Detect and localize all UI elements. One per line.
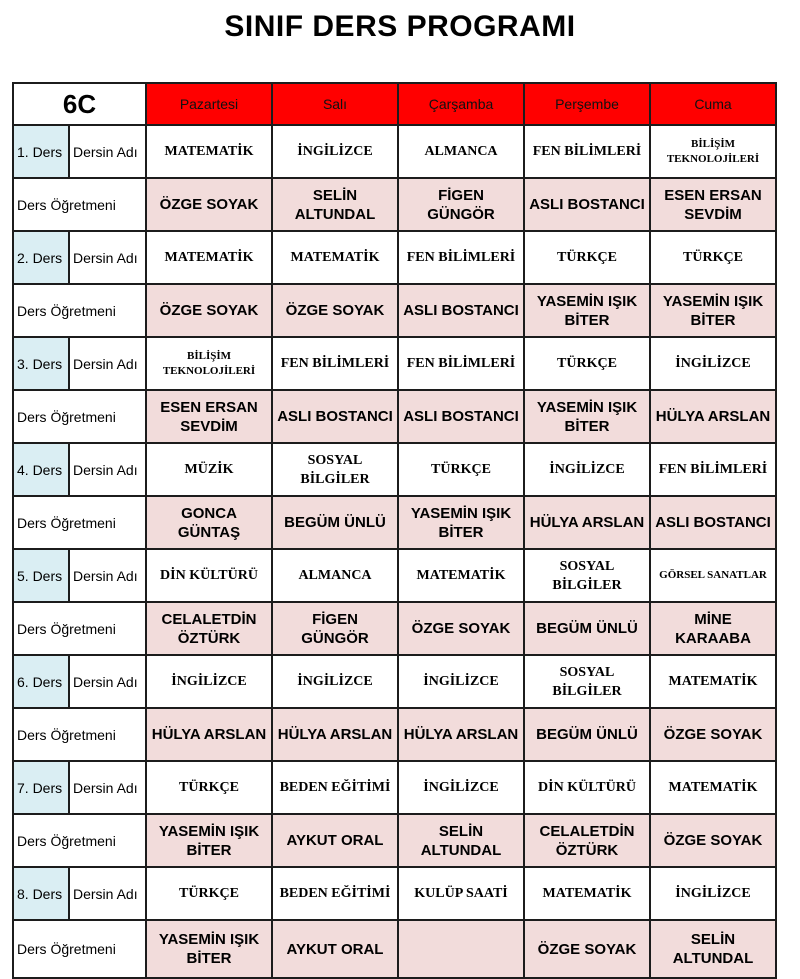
lesson-cell: İNGİLİZCE (398, 655, 524, 708)
lesson-cell: MATEMATİK (272, 231, 398, 284)
teacher-cell: SELİN ALTUNDAL (650, 920, 776, 978)
teacher-cell: BEGÜM ÜNLÜ (272, 496, 398, 549)
lesson-cell: MATEMATİK (650, 655, 776, 708)
teacher-cell: HÜLYA ARSLAN (146, 708, 272, 761)
teacher-row (13, 284, 776, 337)
teacher-label: Ders Öğretmeni (13, 920, 146, 978)
period-number: 2. Ders (13, 231, 69, 284)
lesson-name-label: Dersin Adı (69, 231, 146, 284)
lesson-cell: İNGİLİZCE (398, 761, 524, 814)
lesson-cell: İNGİLİZCE (524, 443, 650, 496)
header-row (13, 83, 776, 125)
day-header: Çarşamba (398, 83, 524, 125)
teacher-cell: BEGÜM ÜNLÜ (524, 602, 650, 655)
teacher-label: Ders Öğretmeni (13, 496, 146, 549)
teacher-row (13, 708, 776, 761)
lesson-cell: BİLİŞİM TEKNOLOJİLERİ (650, 125, 776, 178)
lesson-cell: MÜZİK (146, 443, 272, 496)
lesson-cell: TÜRKÇE (524, 337, 650, 390)
teacher-cell: BEGÜM ÜNLÜ (524, 708, 650, 761)
teacher-cell: ASLI BOSTANCI (398, 390, 524, 443)
teacher-row (13, 602, 776, 655)
teacher-cell: ASLI BOSTANCI (398, 284, 524, 337)
lesson-cell: İNGİLİZCE (650, 337, 776, 390)
lesson-name-label: Dersin Adı (69, 549, 146, 602)
page-title: SINIF DERS PROGRAMI (224, 10, 576, 43)
teacher-label: Ders Öğretmeni (13, 602, 146, 655)
teacher-cell: ASLI BOSTANCI (524, 178, 650, 231)
lesson-name-label: Dersin Adı (69, 125, 146, 178)
teacher-cell: YASEMİN IŞIK BİTER (146, 814, 272, 867)
period-number: 1. Ders (13, 125, 69, 178)
teacher-cell (398, 920, 524, 978)
teacher-label: Ders Öğretmeni (13, 708, 146, 761)
class-name: 6C (13, 83, 146, 125)
teacher-cell: SELİN ALTUNDAL (272, 178, 398, 231)
teacher-cell: AYKUT ORAL (272, 814, 398, 867)
teacher-cell: ASLI BOSTANCI (272, 390, 398, 443)
teacher-cell: YASEMİN IŞIK BİTER (524, 284, 650, 337)
lesson-cell: SOSYAL BİLGİLER (524, 655, 650, 708)
teacher-cell: SELİN ALTUNDAL (398, 814, 524, 867)
teacher-cell: ÖZGE SOYAK (146, 178, 272, 231)
lesson-cell: FEN BİLİMLERİ (398, 337, 524, 390)
lesson-row (13, 125, 776, 178)
lesson-cell: TÜRKÇE (146, 761, 272, 814)
schedule-table (12, 82, 777, 979)
teacher-cell: ÖZGE SOYAK (650, 708, 776, 761)
period-number: 4. Ders (13, 443, 69, 496)
day-header: Perşembe (524, 83, 650, 125)
lesson-cell: BEDEN EĞİTİMİ (272, 761, 398, 814)
lesson-cell: FEN BİLİMLERİ (272, 337, 398, 390)
lesson-row (13, 655, 776, 708)
lesson-cell: ALMANCA (272, 549, 398, 602)
teacher-cell: ÖZGE SOYAK (524, 920, 650, 978)
teacher-cell: ÖZGE SOYAK (272, 284, 398, 337)
lesson-cell: DİN KÜLTÜRÜ (524, 761, 650, 814)
lesson-name-label: Dersin Adı (69, 443, 146, 496)
lesson-cell: MATEMATİK (524, 867, 650, 920)
lesson-cell: DİN KÜLTÜRÜ (146, 549, 272, 602)
teacher-cell: YASEMİN IŞIK BİTER (524, 390, 650, 443)
teacher-cell: YASEMİN IŞIK BİTER (398, 496, 524, 549)
lesson-cell: İNGİLİZCE (272, 655, 398, 708)
lesson-row (13, 761, 776, 814)
period-number: 8. Ders (13, 867, 69, 920)
teacher-row (13, 814, 776, 867)
lesson-cell: KULÜP SAATİ (398, 867, 524, 920)
period-number: 5. Ders (13, 549, 69, 602)
teacher-cell: CELALETDİN ÖZTÜRK (524, 814, 650, 867)
teacher-cell: HÜLYA ARSLAN (650, 390, 776, 443)
lesson-name-label: Dersin Adı (69, 867, 146, 920)
lesson-cell: BİLİŞİM TEKNOLOJİLERİ (146, 337, 272, 390)
lesson-row (13, 549, 776, 602)
teacher-cell: FİGEN GÜNGÖR (398, 178, 524, 231)
lesson-cell: İNGİLİZCE (272, 125, 398, 178)
teacher-label: Ders Öğretmeni (13, 178, 146, 231)
lesson-cell: SOSYAL BİLGİLER (272, 443, 398, 496)
lesson-row (13, 443, 776, 496)
teacher-cell: ÖZGE SOYAK (146, 284, 272, 337)
teacher-cell: HÜLYA ARSLAN (524, 496, 650, 549)
teacher-cell: ÖZGE SOYAK (398, 602, 524, 655)
teacher-row (13, 390, 776, 443)
day-header: Pazartesi (146, 83, 272, 125)
lesson-cell: MATEMATİK (146, 231, 272, 284)
lesson-cell: TÜRKÇE (650, 231, 776, 284)
lesson-cell: MATEMATİK (146, 125, 272, 178)
lesson-cell: FEN BİLİMLERİ (650, 443, 776, 496)
teacher-cell: ESEN ERSAN SEVDİM (146, 390, 272, 443)
teacher-label: Ders Öğretmeni (13, 814, 146, 867)
lesson-cell: FEN BİLİMLERİ (398, 231, 524, 284)
lesson-cell: GÖRSEL SANATLAR (650, 549, 776, 602)
teacher-cell: HÜLYA ARSLAN (272, 708, 398, 761)
lesson-cell: TÜRKÇE (146, 867, 272, 920)
teacher-cell: CELALETDİN ÖZTÜRK (146, 602, 272, 655)
lesson-row (13, 231, 776, 284)
day-header: Cuma (650, 83, 776, 125)
teacher-cell: GONCA GÜNTAŞ (146, 496, 272, 549)
lesson-cell: MATEMATİK (650, 761, 776, 814)
lesson-row (13, 867, 776, 920)
lesson-name-label: Dersin Adı (69, 761, 146, 814)
teacher-cell: AYKUT ORAL (272, 920, 398, 978)
lesson-name-label: Dersin Adı (69, 337, 146, 390)
lesson-cell: TÜRKÇE (398, 443, 524, 496)
period-number: 3. Ders (13, 337, 69, 390)
teacher-row (13, 920, 776, 978)
lesson-cell: TÜRKÇE (524, 231, 650, 284)
teacher-label: Ders Öğretmeni (13, 284, 146, 337)
lesson-cell: SOSYAL BİLGİLER (524, 549, 650, 602)
teacher-cell: ÖZGE SOYAK (650, 814, 776, 867)
period-number: 7. Ders (13, 761, 69, 814)
teacher-label: Ders Öğretmeni (13, 390, 146, 443)
teacher-cell: YASEMİN IŞIK BİTER (146, 920, 272, 978)
lesson-cell: MATEMATİK (398, 549, 524, 602)
teacher-row (13, 496, 776, 549)
lesson-row (13, 337, 776, 390)
teacher-cell: HÜLYA ARSLAN (398, 708, 524, 761)
lesson-name-label: Dersin Adı (69, 655, 146, 708)
period-number: 6. Ders (13, 655, 69, 708)
lesson-cell: ALMANCA (398, 125, 524, 178)
lesson-cell: İNGİLİZCE (146, 655, 272, 708)
lesson-cell: BEDEN EĞİTİMİ (272, 867, 398, 920)
lesson-cell: FEN BİLİMLERİ (524, 125, 650, 178)
lesson-cell: İNGİLİZCE (650, 867, 776, 920)
teacher-row (13, 178, 776, 231)
teacher-cell: FİGEN GÜNGÖR (272, 602, 398, 655)
day-header: Salı (272, 83, 398, 125)
teacher-cell: MİNE KARAABA (650, 602, 776, 655)
teacher-cell: ASLI BOSTANCI (650, 496, 776, 549)
teacher-cell: ESEN ERSAN SEVDİM (650, 178, 776, 231)
teacher-cell: YASEMİN IŞIK BİTER (650, 284, 776, 337)
